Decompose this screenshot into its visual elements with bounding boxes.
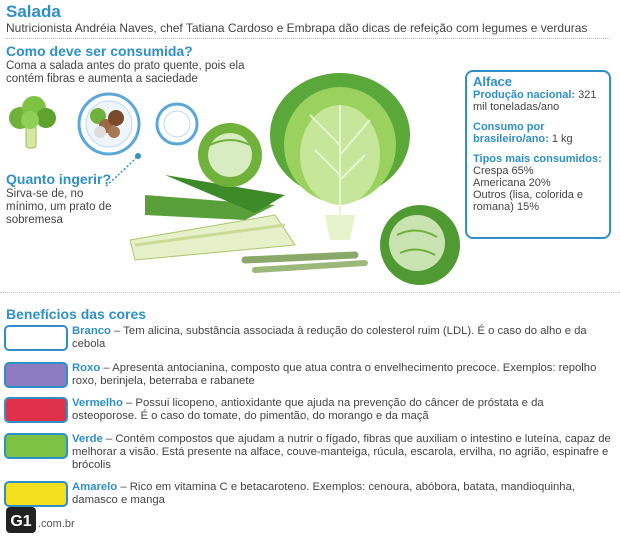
color-swatch: [4, 325, 68, 351]
color-name: Amarelo: [72, 481, 118, 493]
beneficios-heading: Benefícios das cores: [6, 306, 147, 322]
divider: [6, 38, 610, 39]
color-item-verde: [4, 433, 616, 477]
section-divider: [0, 292, 620, 293]
color-text: – Apresenta antocianina, composto que atua contra o envelhecimento precoce. Exemplos: repolho roxo, berinjela, beterraba e rabanete: [72, 362, 597, 387]
color-description: [72, 362, 612, 388]
color-description: [72, 325, 612, 351]
color-description: [72, 433, 612, 472]
consumo-heading: Como deve ser consumida?: [6, 43, 193, 59]
asparagus-icon: [245, 255, 365, 270]
color-name: Verde: [72, 433, 103, 445]
quantidade-text: Sirva-se de, no mínimo, um prato de sobremesa: [6, 188, 112, 226]
alface-info-box: [465, 70, 611, 239]
cabbage-left-icon: [198, 123, 262, 187]
broccoli-icon: [9, 96, 56, 148]
color-item-roxo: [4, 362, 616, 394]
color-name: Vermelho: [72, 397, 123, 409]
vegetables-illustration: [125, 45, 470, 290]
color-item-branco: [4, 325, 616, 357]
color-name: Roxo: [72, 362, 101, 374]
color-name: Branco: [72, 325, 111, 337]
color-swatch: [4, 362, 68, 388]
color-text: – Contém compostos que ajudam a nutrir o fígado, fibras que auxiliam o intestino e luteína, capaz de melhorar a visão. Está presente na alface, couve-manteiga, rúcula, escarola, ervilha, no agrião, espinafre e brócolis: [72, 433, 611, 471]
tipo-item: Americana 20%: [473, 177, 551, 189]
color-text: – Possui licopeno, antioxidante que ajuda na prevenção do câncer de próstata e da osteoporose. É o caso do tomate, do pimentão, do morango e da maçã: [72, 397, 544, 422]
quantidade-heading: Quanto ingerir?: [6, 171, 111, 187]
tipos-label: Tipos mais consumidos:: [473, 153, 602, 165]
g1-logo: [6, 507, 36, 533]
color-item-amarelo: [4, 481, 616, 509]
consumo-value: 1 kg: [551, 133, 573, 145]
svg-text:G1: G1: [10, 513, 32, 530]
g1-domain: .com.br: [38, 518, 75, 530]
lettuce-icon: [270, 73, 410, 240]
color-text: – Tem alicina, substância associada à redução do colesterol ruim (LDL). É o caso do alho e da cebola: [72, 325, 587, 350]
color-swatch: [4, 481, 68, 507]
color-text: – Rico em vitamina C e betacaroteno. Exemplos: cenoura, abóbora, batata, mandioquinha, damasco e manga: [72, 481, 576, 506]
color-description: [72, 481, 612, 507]
consumo-label: Consumo por brasileiro/ano:: [473, 121, 549, 145]
cabbage-right-icon: [380, 205, 460, 285]
tipo-item: Crespa 65%: [473, 165, 534, 177]
color-swatch: [4, 433, 68, 459]
page-title: Salada: [6, 2, 61, 21]
leek-icon: [130, 175, 295, 260]
producao-label: Produção nacional:: [473, 89, 576, 101]
color-swatch: [4, 397, 68, 423]
tipo-item: Outros (lisa, colorida e romana) 15%: [473, 189, 584, 213]
color-description: [72, 397, 612, 423]
consumo-text: Coma a salada antes do prato quente, pois ela contém fibras e aumenta a saciedade: [6, 60, 245, 85]
producao-value: 321 mil toneladas/ano: [473, 89, 597, 113]
page-subtitle: Nutricionista Andréia Naves, chef Tatiana Cardoso e Embrapa dão dicas de refeição com legumes e verduras: [6, 21, 588, 35]
alface-title: Alface: [473, 74, 513, 89]
color-item-vermelho: [4, 397, 616, 429]
